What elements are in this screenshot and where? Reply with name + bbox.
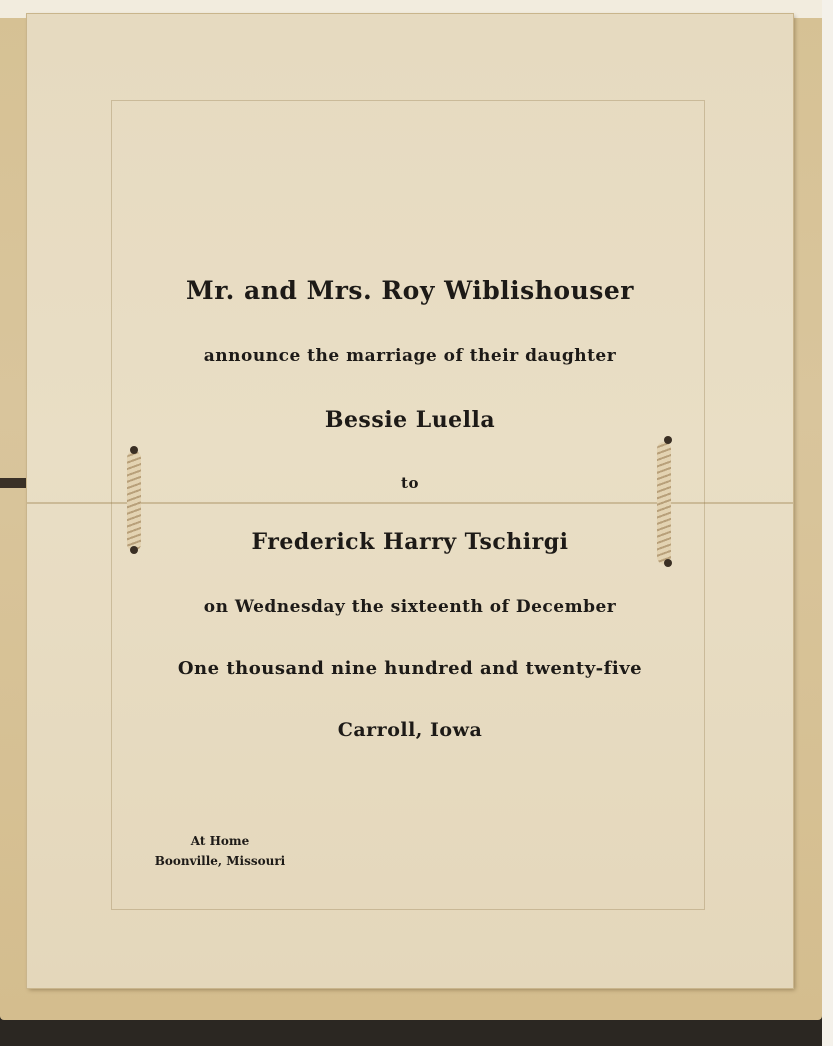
scan-edge	[822, 0, 833, 1046]
bride-name: Bessie Luella	[324, 407, 496, 433]
invitation-card	[27, 14, 793, 988]
binding-hole-right-top	[664, 436, 672, 444]
date-line: on Wednesday the sixteenth of December	[203, 597, 617, 617]
fold-shadow	[0, 478, 30, 488]
plate-mark	[111, 100, 705, 910]
at-home-place: Boonville, Missouri	[154, 854, 286, 868]
year-line: One thousand nine hundred and twenty-five	[177, 658, 643, 679]
announcement-line: announce the marriage of their daughter	[203, 346, 617, 366]
at-home-label: At Home	[190, 834, 250, 848]
hosts-line: Mr. and Mrs. Roy Wiblishouser	[186, 276, 634, 305]
groom-name: Frederick Harry Tschirgi	[251, 529, 569, 555]
binding-hole-left-top	[130, 446, 138, 454]
card-crease	[27, 502, 793, 504]
location-line: Carroll, Iowa	[337, 719, 483, 741]
to-line: to	[401, 474, 419, 492]
at-home-block	[125, 834, 315, 868]
binding-hole-right-bottom	[664, 559, 672, 567]
